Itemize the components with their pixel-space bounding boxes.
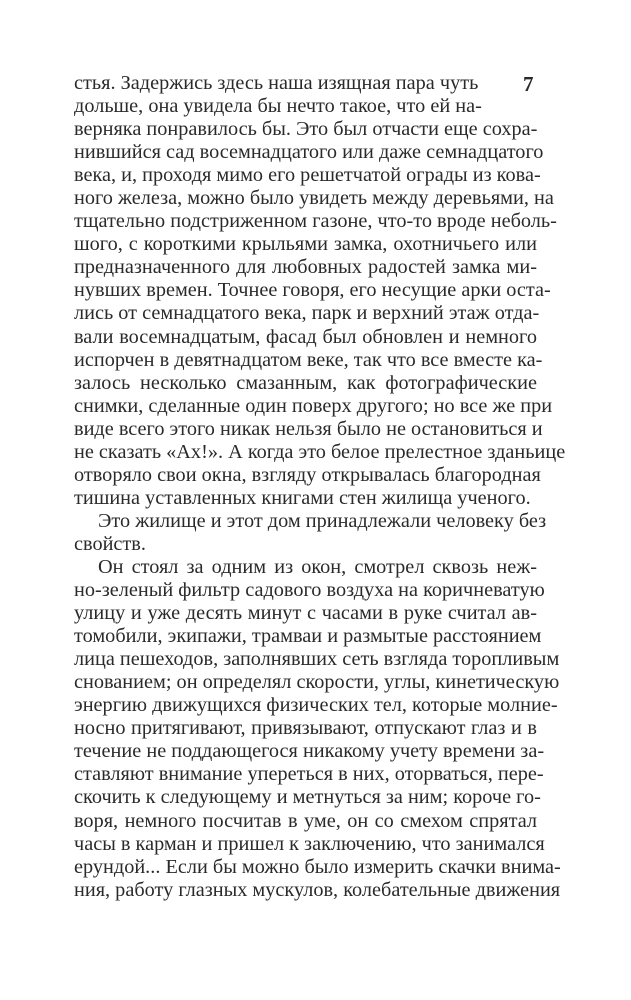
text-line: лица пешеходов, заполнявших сеть взгляда торопливым (74, 648, 560, 671)
text-line: снимки, сделанные один поверх другого; но все же при (74, 394, 553, 417)
text-line: дольше, она увидела бы нечто такое, что ей на- (74, 95, 482, 118)
text-line: залось несколько смазанным, как фотографические (74, 371, 537, 394)
text-line: томобили, экипажи, трамваи и размытые расстоянием (74, 625, 542, 648)
text-line: предназначенного для любовных радостей замка ми- (74, 256, 537, 279)
text-line: отворяло свои окна, взгляду открывалась благородная (74, 463, 541, 486)
text-line: энергию движущихся физических тел, которые молние- (74, 694, 558, 717)
text-line: ерундой... Если бы можно было измерить скачки внима- (74, 855, 561, 878)
text-line: течение не поддающегося никакому учету времени за- (74, 740, 545, 763)
text-line: ного железа, можно было увидеть между деревьями, на (74, 187, 554, 210)
text-line: часы в карман и пришел к заключению, что занимался (74, 832, 545, 855)
text-line: лись от семнадцатого века, парк и верхний этаж отда- (74, 302, 540, 325)
text-line: стья. Задержись здесь наша изящная пара чуть (74, 72, 479, 94)
text-line: вали восемнадцатым, фасад был обновлен и немного (74, 325, 537, 348)
text-line: воря, немного посчитав в уме, он со смехом спрятал (74, 809, 537, 832)
text-line: улицу и уже десять минут с часами в руке считал ав- (74, 602, 537, 625)
text-line: но-зеленый фильтр садового воздуха на коричневатую (74, 579, 545, 602)
text-line: века, и, проходя мимо его решетчатой ограды из кова- (74, 164, 541, 187)
text-line: тишина уставленных книгами стен жилища ученого. (74, 486, 531, 509)
text-line: свойств. (74, 532, 146, 555)
text-line: испорчен в девятнадцатом веке, так что все вместе ка- (74, 348, 543, 371)
text-line: ния, работу глазных мускулов, колебательные движения (74, 878, 561, 901)
text-line: снованием; он определял скорости, углы, кинетическую (74, 671, 560, 694)
text-line: виде всего этого никак нельзя было не остановиться и (74, 417, 543, 440)
paragraph-start-line: Это жилище и этот дом принадлежали человеку без (98, 509, 547, 532)
text-line: шого, с короткими крыльями замка, охотничьего или (74, 233, 537, 256)
text-line: нившийся сад восемнадцатого или даже семнадцатого (74, 141, 544, 164)
page-number: 7 (523, 72, 534, 96)
body-text (74, 72, 566, 902)
text-line: носно притягивают, привязывают, отпускают глаз и в (74, 717, 537, 740)
paragraph-start-line: Он стоял за одним из окон, смотрел сквозь неж- (98, 555, 537, 578)
text-line: тщательно подстриженном газоне, что-то вроде неболь- (74, 210, 557, 233)
text-line: не сказать «Ах!». А когда это белое прелестное зданьице (74, 440, 566, 463)
text-line: верняка понравилось бы. Это был отчасти еще сохра- (74, 118, 538, 141)
text-line: ставляют внимание упереться в них, оторваться, пере- (74, 763, 544, 786)
text-line: нувших времен. Точнее говоря, его несущие арки оста- (74, 279, 551, 302)
text-line: скочить к следующему и метнуться за ним; короче го- (74, 786, 541, 809)
